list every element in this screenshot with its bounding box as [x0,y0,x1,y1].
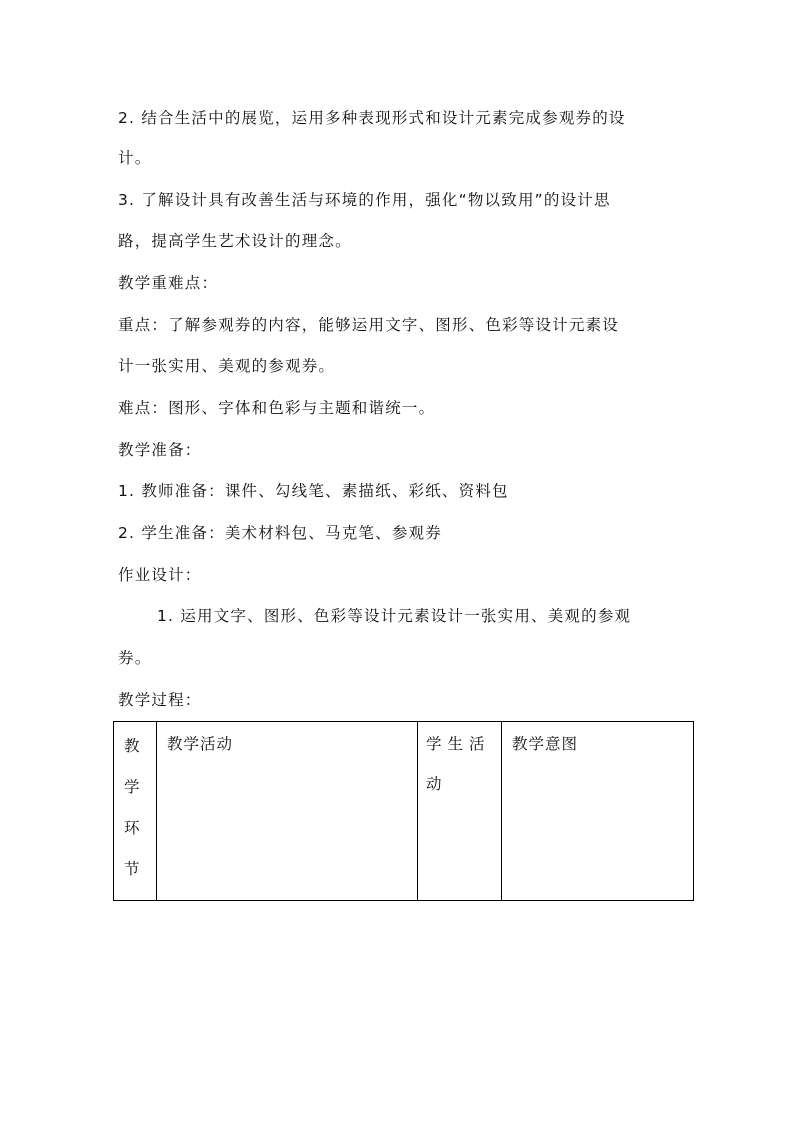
objective-item-2-line-2: 计。 [118,149,152,167]
teacher-activity-header: 教学活动 [167,735,234,753]
table-cell-intent [502,722,694,901]
preparation-teacher: 1. 教师准备：课件、勾线笔、素描纸、彩纸、资料包 [118,482,509,500]
homework-item-1-line-2: 券。 [118,649,152,667]
table-cell-student-activity [418,722,502,901]
stage-char: 环 [124,819,140,837]
preparation-heading: 教学准备： [118,441,202,459]
stage-header [124,736,144,879]
key-point-focus-line-2: 计一张实用、美观的参观券。 [118,357,336,375]
stage-char: 节 [124,860,140,878]
process-heading: 教学过程： [118,691,202,709]
student-activity-header: 学生活动 [426,735,491,793]
homework-heading: 作业设计： [118,566,202,584]
preparation-student: 2. 学生准备：美术材料包、马克笔、参观券 [118,524,442,542]
stage-char: 学 [124,778,140,796]
key-points-heading: 教学重难点： [118,274,219,292]
objective-item-2-line-1: 2. 结合生活中的展览，运用多种表现形式和设计元素完成参观券的设 [118,109,626,127]
key-point-difficulty: 难点：图形、字体和色彩与主题和谐统一。 [118,399,436,417]
table-cell-stage [114,722,157,901]
key-point-focus-line-1: 重点：了解参观券的内容，能够运用文字、图形、色彩等设计元素设 [118,316,620,334]
intent-header: 教学意图 [512,735,579,753]
homework-item-1-line-1: 1. 运用文字、图形、色彩等设计元素设计一张实用、美观的参观 [157,607,632,625]
table-cell-teacher-activity [157,722,418,901]
table-row [114,722,694,901]
stage-char: 教 [124,737,140,755]
objective-item-3-line-1: 3. 了解设计具有改善生活与环境的作用，强化“物以致用”的设计思 [118,191,611,209]
teaching-process-table [113,721,694,901]
objective-item-3-line-2: 路，提高学生艺术设计的理念。 [118,232,352,250]
